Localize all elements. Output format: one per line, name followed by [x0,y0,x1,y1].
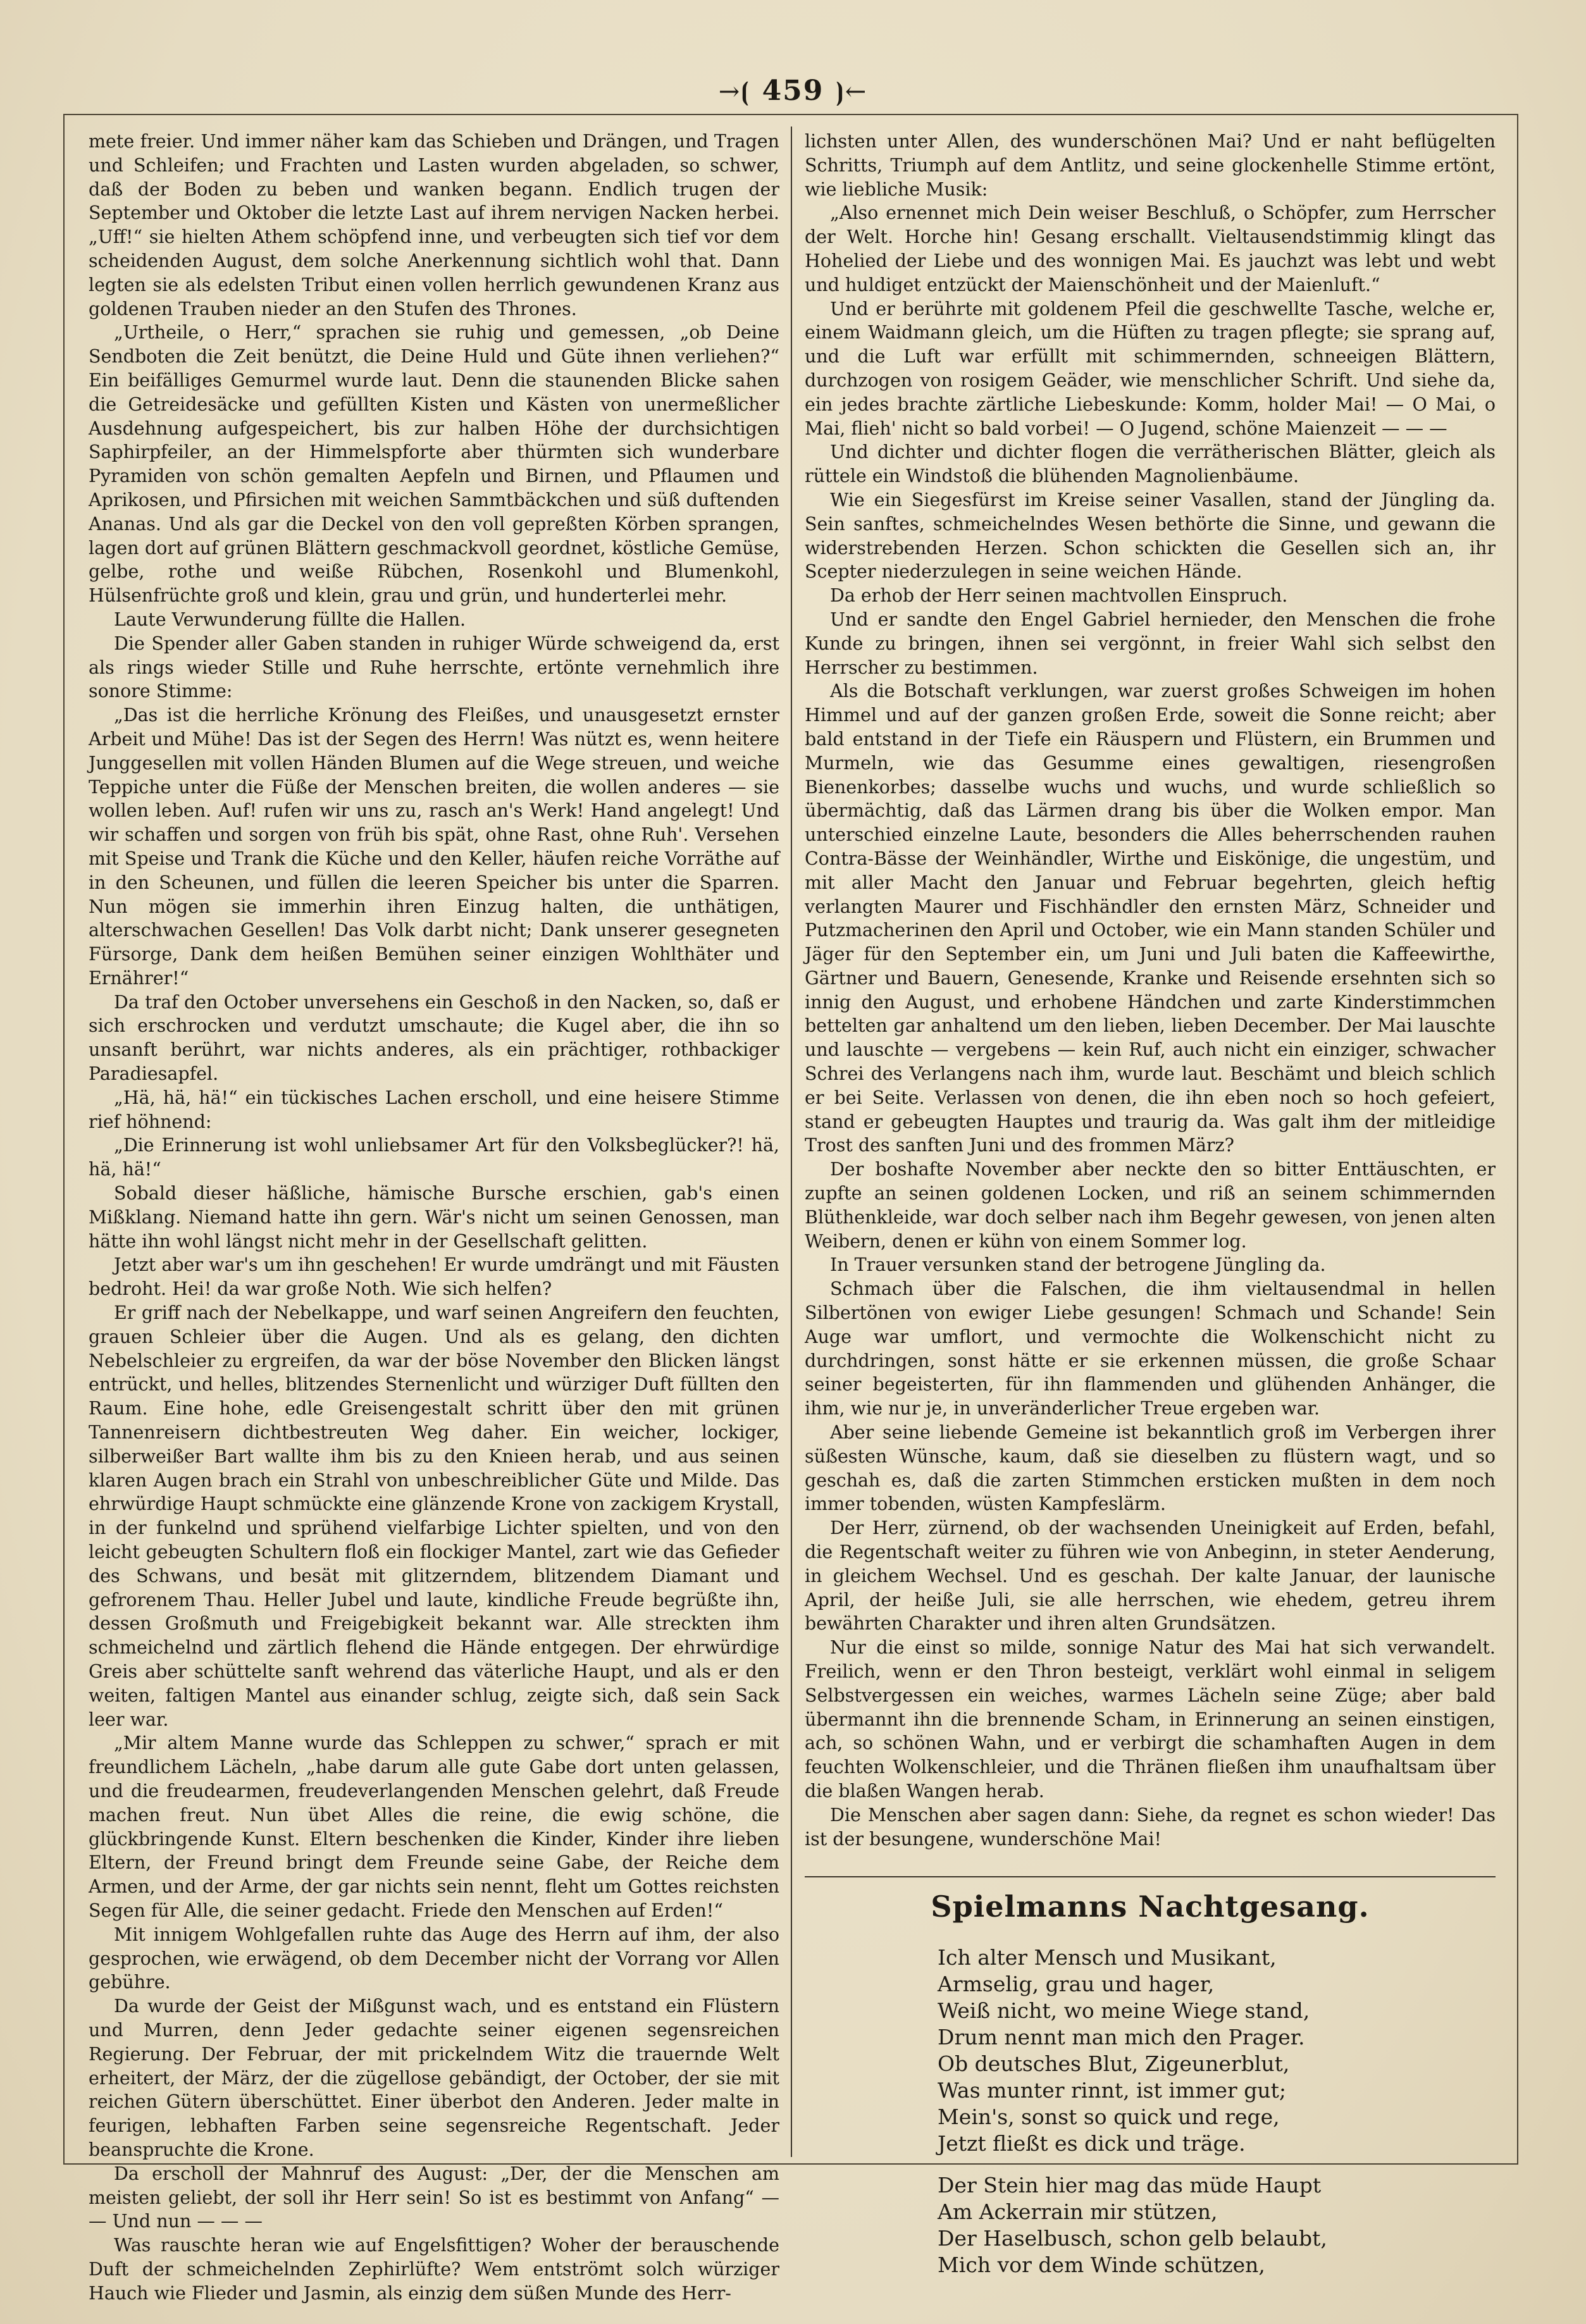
paragraph: Der boshafte November aber neckte den so bitter Enttäuschten, er zupfte an seinen goldenen Locken, und riß an seinem schimmernden Blüthenkleide, war doch selber nach ihm Begehr gewesen, von jenen alten Weibern, denen er kühn von einem Sommer log. [805,1159,1496,1252]
paragraph: Aber seine liebende Gemeine ist bekanntlich groß im Verbergen ihrer süßesten Wünsche, kaum, daß sie dieselben zu flüstern wagt, und so geschah es, daß die zarten Stimmchen ersticken mußten in dem noch immer tobenden, wüsten Kampfeslärm. [805,1422,1496,1515]
poem-line: Weiß nicht, wo meine Wiege stand, [938,1998,1310,2024]
paragraph: Die Spender aller Gaben standen in ruhiger Würde schweigend da, erst als rings wieder Stille und Ruhe herrschte, ertönte vernehmlich ihre sonore Stimme: [89,633,779,702]
paragraph: Die Menschen aber sagen dann: Siehe, da regnet es schon wieder! Das ist der besungene, wunderschöne Mai! [805,1804,1496,1850]
poem-line: Der Haselbusch, schon gelb belaubt, [938,2226,1327,2251]
paragraph: Da traf den October unversehens ein Geschoß in den Nacken, so, daß er sich erschrocken und verdutzt umschaute; die Kugel aber, die ihn so unsanft berührt, war nichts anderes, als ein prächtiger, rothbackiger Paradiesapfel. [89,991,779,1085]
poem-line: Ob deutsches Blut, Zigeunerblut, [938,2051,1290,2077]
paragraph: Und er berührte mit goldenem Pfeil die geschwellte Tasche, welche er, einem Waidmann gleich, um die Hüften zu tragen pflegte; sie sprang auf, und die Luft war erfüllt mit schimmernden, schneeigen Blättern, durchzogen von rosigem Geäder, wie menschlicher Schrift. Und siehe da, ein jedes brachte zärtliche Liebeskunde: Komm, holder Mai! — O Mai, o Mai, flieh' nicht so bald vorbei! — O Jugend, schöne Maienzeit — — — [805,298,1496,439]
paragraph: Als die Botschaft verklungen, war zuerst großes Schweigen im hohen Himmel und auf der ganzen großen Erde, soweit die Sonne reicht; aber bald entstand in der Tiefe ein Räuspern und Flüstern, ein Brummen und Murmeln, wie das Gesumme eines gewaltigen, riesengroßen Bienenkorbes; dasselbe wuchs und wuchs, und wurde schließlich so übermächtig, daß das Lärmen drang bis über die Wolken empor. Man unterschied einzelne Laute, besonders die Alles beherrschenden rauhen Contra-Bässe der Weinhändler, Wirthe und Eiskönige, die ungestüm, und mit aller Macht den Januar und Februar begehrten, gleich heftig verlangten Maurer und Fischhändler den ernsten März, Schneider und Putzmacherinen den April und October, wie ein Mann standen Schüler und Jäger für den September ein, um Juni und Juli baten die Kaffeewirthe, Gärtner und Bauern, Genesende, Kranke und Reisende ersehnten sich so innig den August, und erhobene Händchen und zarte Kinderstimmchen bettelten gar anhaltend um den lieben, lieben December. Der Mai lauschte und lauschte — vergebens — kein Ruf, auch nicht ein einziger, schwacher Schrei des Verlangens nach ihm, wurde laut. Beschämt und bleich schlich er bei Seite. Verlassen von denen, die ihn eben noch so hoch gefeiert, stand er gebeugten Hauptes und traurig da. Was galt ihm der mitleidige Trost des sanften Juni und des frommen März? [805,681,1496,1156]
paragraph: Was rauschte heran wie auf Engelsfittigen? Woher der berauschende Duft der schmeichelnden Zephirlüfte? Wem entströmt solch würziger Hauch wie Flieder und Jasmin, als einzig dem süßen Munde des Herr- [89,2235,779,2304]
paragraph: „Also ernennet mich Dein weiser Beschluß, o Schöpfer, zum Herrscher der Welt. Horche hin! Gesang erschallt. Vieltausendstimmig klingt das Hohelied der Liebe und des wonnigen Mai. Es jauchzt was lebt und webt und huldiget entzückt der Maienschönheit und der Maienluft.“ [805,202,1496,295]
poem-line: Ich alter Mensch und Musikant, [938,1945,1277,1970]
poem-stanza [938,1944,1496,2157]
poem-line: Mich vor dem Winde schützen, [938,2253,1265,2278]
paragraph: „Die Erinnerung ist wohl unliebsamer Art für den Volksbeglücker?! hä, hä, hä!“ [89,1135,779,1180]
ornament-right-icon: ⦘← [835,77,868,106]
paragraph: „Hä, hä, hä!“ ein tückisches Lachen erscholl, und eine heisere Stimme rief höhnend: [89,1087,779,1132]
poem-line: Drum nennt man mich den Prager. [938,2025,1305,2050]
poem-line: Was munter rinnt, ist immer gut; [938,2078,1287,2103]
poem-stanza [938,2172,1496,2278]
paragraph: Der Herr, zürnend, ob der wachsenden Uneinigkeit auf Erden, befahl, die Regentschaft weiter zu führen wie von Anbeginn, in steter Aenderung, in gleichem Wechsel. Und es geschah. Der kalte Januar, der launische April, der heiße Juli, sie alle herrschen, wie ehedem, getreu ihrem bewährten Charakter und ihren alten Grundsätzen. [805,1517,1496,1635]
paragraph: mete freier. Und immer näher kam das Schieben und Drängen, und Tragen und Schleifen; und Frachten und Lasten wurden abgeladen, so schwer, daß der Boden zu beben und wanken begann. Endlich trugen der September und Oktober die letzte Last auf ihrem nervigen Nacken herbei. „Uff!“ sie hielten Athem schöpfend inne, und verbeugten sich tief vor dem scheidenden August, dem solche Anerkennung sichtlich wohl that. Dann legten sie als edelsten Tribut einen vollen herrlich gewundenen Kranz aus goldenen Trauben nieder an den Stufen des Thrones. [89,131,779,319]
poem-line: Jetzt fließt es dick und träge. [938,2131,1246,2156]
right-column [805,130,1496,2278]
poem-line: Mein's, sonst so quick und rege, [938,2105,1280,2130]
paragraph: Da erscholl der Mahnruf des August: „Der, der die Menschen am meisten geliebt, der soll ihr Herr sein! So ist es bestimmt von Anfang“ — — Und nun — — — [89,2163,779,2232]
paragraph: Und dichter und dichter flogen die verrätherischen Blätter, gleich als rüttele ein Windstoß die blühenden Magnolienbäume. [805,442,1496,487]
paragraph: „Urtheile, o Herr,“ sprachen sie ruhig und gemessen, „ob Deine Sendboten die Zeit benützt, die Deine Huld und Güte ihnen verliehen?“ Ein beifälliges Gemurmel wurde laut. Denn die staunenden Blicke sahen die Getreidesäcke und gefüllten Kisten und Kästen von unermeßlicher Ausdehnung aufgespeichert, bis zur halben Höhe der durchsichtigen Saphirpfeiler, an der Himmelspforte aber thürmten sich wunderbare Pyramiden von schön gemalten Aepfeln und Birnen, und Pflaumen und Aprikosen, und Pfirsichen mit weichen Sammtbäckchen und süß duftenden Ananas. Und als gar die Deckel von den voll gepreßten Körben sprangen, lagen dort auf grünen Blättern geschmackvoll geordnet, köstliche Gemüse, gelbe, rothe und weiße Rübchen, Rosenkohl und Blumenkohl, Hülsenfrüchte groß und klein, grau und grün, und hunderterlei mehr. [89,322,779,607]
poem-line: Am Ackerrain mir stützen, [938,2199,1218,2225]
paragraph: „Mir altem Manne wurde das Schleppen zu schwer,“ sprach er mit freundlichem Lächeln, „habe darum alle gute Gabe dort unten gelassen, und die freudearmen, freudeverlangenden Menschen gelehrt, daß Freude machen freut. Nun übet Alles die reine, die ewig schöne, die glückbringende Kunst. Eltern beschenken die Kinder, Kinder ihre lieben Eltern, der Freund bringt dem Freunde seine Gabe, der Reiche dem Armen, und der Arme, der gar nichts sein nennt, fleht um Gottes reichsten Segen für Alle, die seiner gedacht. Friede den Menschen auf Erden!“ [89,1733,779,1921]
paragraph: Jetzt aber war's um ihn geschehen! Er wurde umdrängt und mit Fäusten bedroht. Hei! da war große Noth. Wie sich helfen? [89,1254,779,1300]
paragraph: Laute Verwunderung füllte die Hallen. [114,609,466,630]
paragraph: Da wurde der Geist der Mißgunst wach, und es entstand ein Flüstern und Murren, denn Jeder gedachte seiner eigenen segensreichen Regierung. Der Februar, der mit prickelndem Witz die trauernde Welt erheitert, der März, der die zügellose gebändigt, der October, der sie mit reichen Gütern überschüttet. Einer überbot den Anderen. Jeder malte in feurigen, lebhaften Farben seine segensreiche Regentschaft. Jeder beanspruchte die Krone. [89,1996,779,2160]
paragraph: Da erhob der Herr seinen machtvollen Einspruch. [830,585,1288,607]
poem [805,1944,1496,2278]
poem-title: Spielmanns Nachtgesang. [931,1889,1370,1924]
ornament-left-icon: →⦗ [718,77,751,106]
paragraph: Mit innigem Wohlgefallen ruhte das Auge des Herrn auf ihm, der also gesprochen, wie erwägend, ob dem December nicht der Vorrang vor Allen gebühre. [89,1924,779,1993]
paragraph: Nur die einst so milde, sonnige Natur des Mai hat sich verwandelt. Freilich, wenn er den Thron besteigt, verklärt wohl einmal in seligem Selbstvergessen ein weiches, warmes Lächeln seine Züge; aber bald übermannt ihn die brennende Scham, in Erinnerung an seinen einstigen, ach, so schönen Wahn, und er verbirgt die schamhaften Augen in dem feuchten Wolkenschleier, und die Thränen fließen ihm unaufhaltsam über die blaßen Wangen herab. [805,1637,1496,1802]
paragraph: Und er sandte den Engel Gabriel hernieder, den Menschen die frohe Kunde zu bringen, ihnen sei vergönnt, in freier Wahl sich selbst den Herrscher zu bestimmen. [805,609,1496,678]
poem-line: Der Stein hier mag das müde Haupt [938,2173,1322,2198]
paragraph: Wie ein Siegesfürst im Kreise seiner Vasallen, stand der Jüngling da. Sein sanftes, schmeichelndes Wesen bethörte die Sinne, und gewann die widerstrebenden Herzen. Schon schickten die Gesellen sich an, ihr Scepter niederzulegen in seine weichen Hände. [805,489,1496,583]
paragraph: Er griff nach der Nebelkappe, und warf seinen Angreifern den feuchten, grauen Schleier über die Augen. Und als es gelang, den dichten Nebelschleier zu ergreifen, da war der böse November den Blicken längst entrückt, und helles, blitzendes Sternenlicht und würziger Duft füllten den Raum. Eine hohe, edle Greisengestalt schritt über den mit grünen Tannenreisern dichtbestreuten Weg daher. Ein weicher, lockiger, silberweißer Bart wallte ihm bis zu den Knieen herab, und aus seinen klaren Augen brach ein Strahl von unbeschreiblicher Güte und Milde. Das ehrwürdige Haupt schmückte eine glänzende Krone von zackigem Krystall, in der funkelnd und sprühend vielfarbige Lichter spielten, und von den leicht gebeugten Schultern floß ein flockiger Mantel, zart wie das Gefieder des Schwans, und besät mit glitzerndem, blitzendem Diamant und gefrorenem Thau. Heller Jubel und laute, kindliche Freude begrüßte ihn, dessen Großmuth und Freigebigkeit bekannt war. Alle streckten ihm schmeichelnd und zärtlich flehend die Hände entgegen. Der ehrwürdige Greis aber schüttelte sanft wehrend das väterliche Haupt, und als er den weiten, faltigen Mantel aus einander schlug, zeigte sich, daß sein Sack leer war. [89,1302,779,1730]
column-divider [791,127,792,2157]
poem-line: Armselig, grau und hager, [938,1972,1215,1997]
page-number-header [0,75,1586,107]
paragraph: Schmach über die Falschen, die ihm vieltausendmal in hellen Silbertönen von ewiger Liebe gesungen! Schmach und Schande! Sein Auge war umflort, und vermochte die Wolkenschicht nicht zu durchdringen, sonst hätte er sie erkennen müssen, die große Schaar seiner begeisterten, für ihn flammenden und glühenden Anhänger, die ihm, wie nur je, in unveränderlicher Treue ergeben war. [805,1278,1496,1419]
paragraph: Sobald dieser häßliche, hämische Bursche erschien, gab's einen Mißklang. Niemand hatte ihn gern. Wär's nicht um seinen Genossen, man hätte ihn wohl längst nicht mehr in der Gesellschaft gelitten. [89,1183,779,1252]
page-number: 459 [762,75,824,107]
paragraph: lichsten unter Allen, des wunderschönen Mai? Und er naht beflügelten Schritts, Triumph auf dem Antlitz, und seine glockenhelle Stimme ertönt, wie liebliche Musik: [805,131,1496,200]
poem-separator [805,1876,1496,1877]
left-column [89,130,779,2304]
paragraph: „Das ist die herrliche Krönung des Fleißes, und unausgesetzt ernster Arbeit und Mühe! Das ist der Segen des Herrn! Was nützt es, wenn heitere Junggesellen mit vollen Händen Blumen auf die Wege streuen, und weiche Teppiche unter die Füße der Menschen breiten, die wollen anderes — sie wollen leben. Auf! rufen wir uns zu, rasch an's Werk! Hand angelegt! Und wir schaffen und sorgen von früh bis spät, ohne Rast, ohne Ruh'. Versehen mit Speise und Trank die Küche und den Keller, häufen reiche Vorräthe auf in den Scheunen, und füllen die leeren Speicher bis unter die Sparren. Nun mögen sie immerhin ihren Einzug halten, die unthätigen, alterschwachen Gesellen! Das Volk darbt nicht; Dank unserer gesegneten Fürsorge, Dank dem heißen Bemühen seiner einzigen Wohlthäter und Ernährer!“ [89,705,779,989]
paragraph: In Trauer versunken stand der betrogene Jüngling da. [830,1254,1326,1276]
